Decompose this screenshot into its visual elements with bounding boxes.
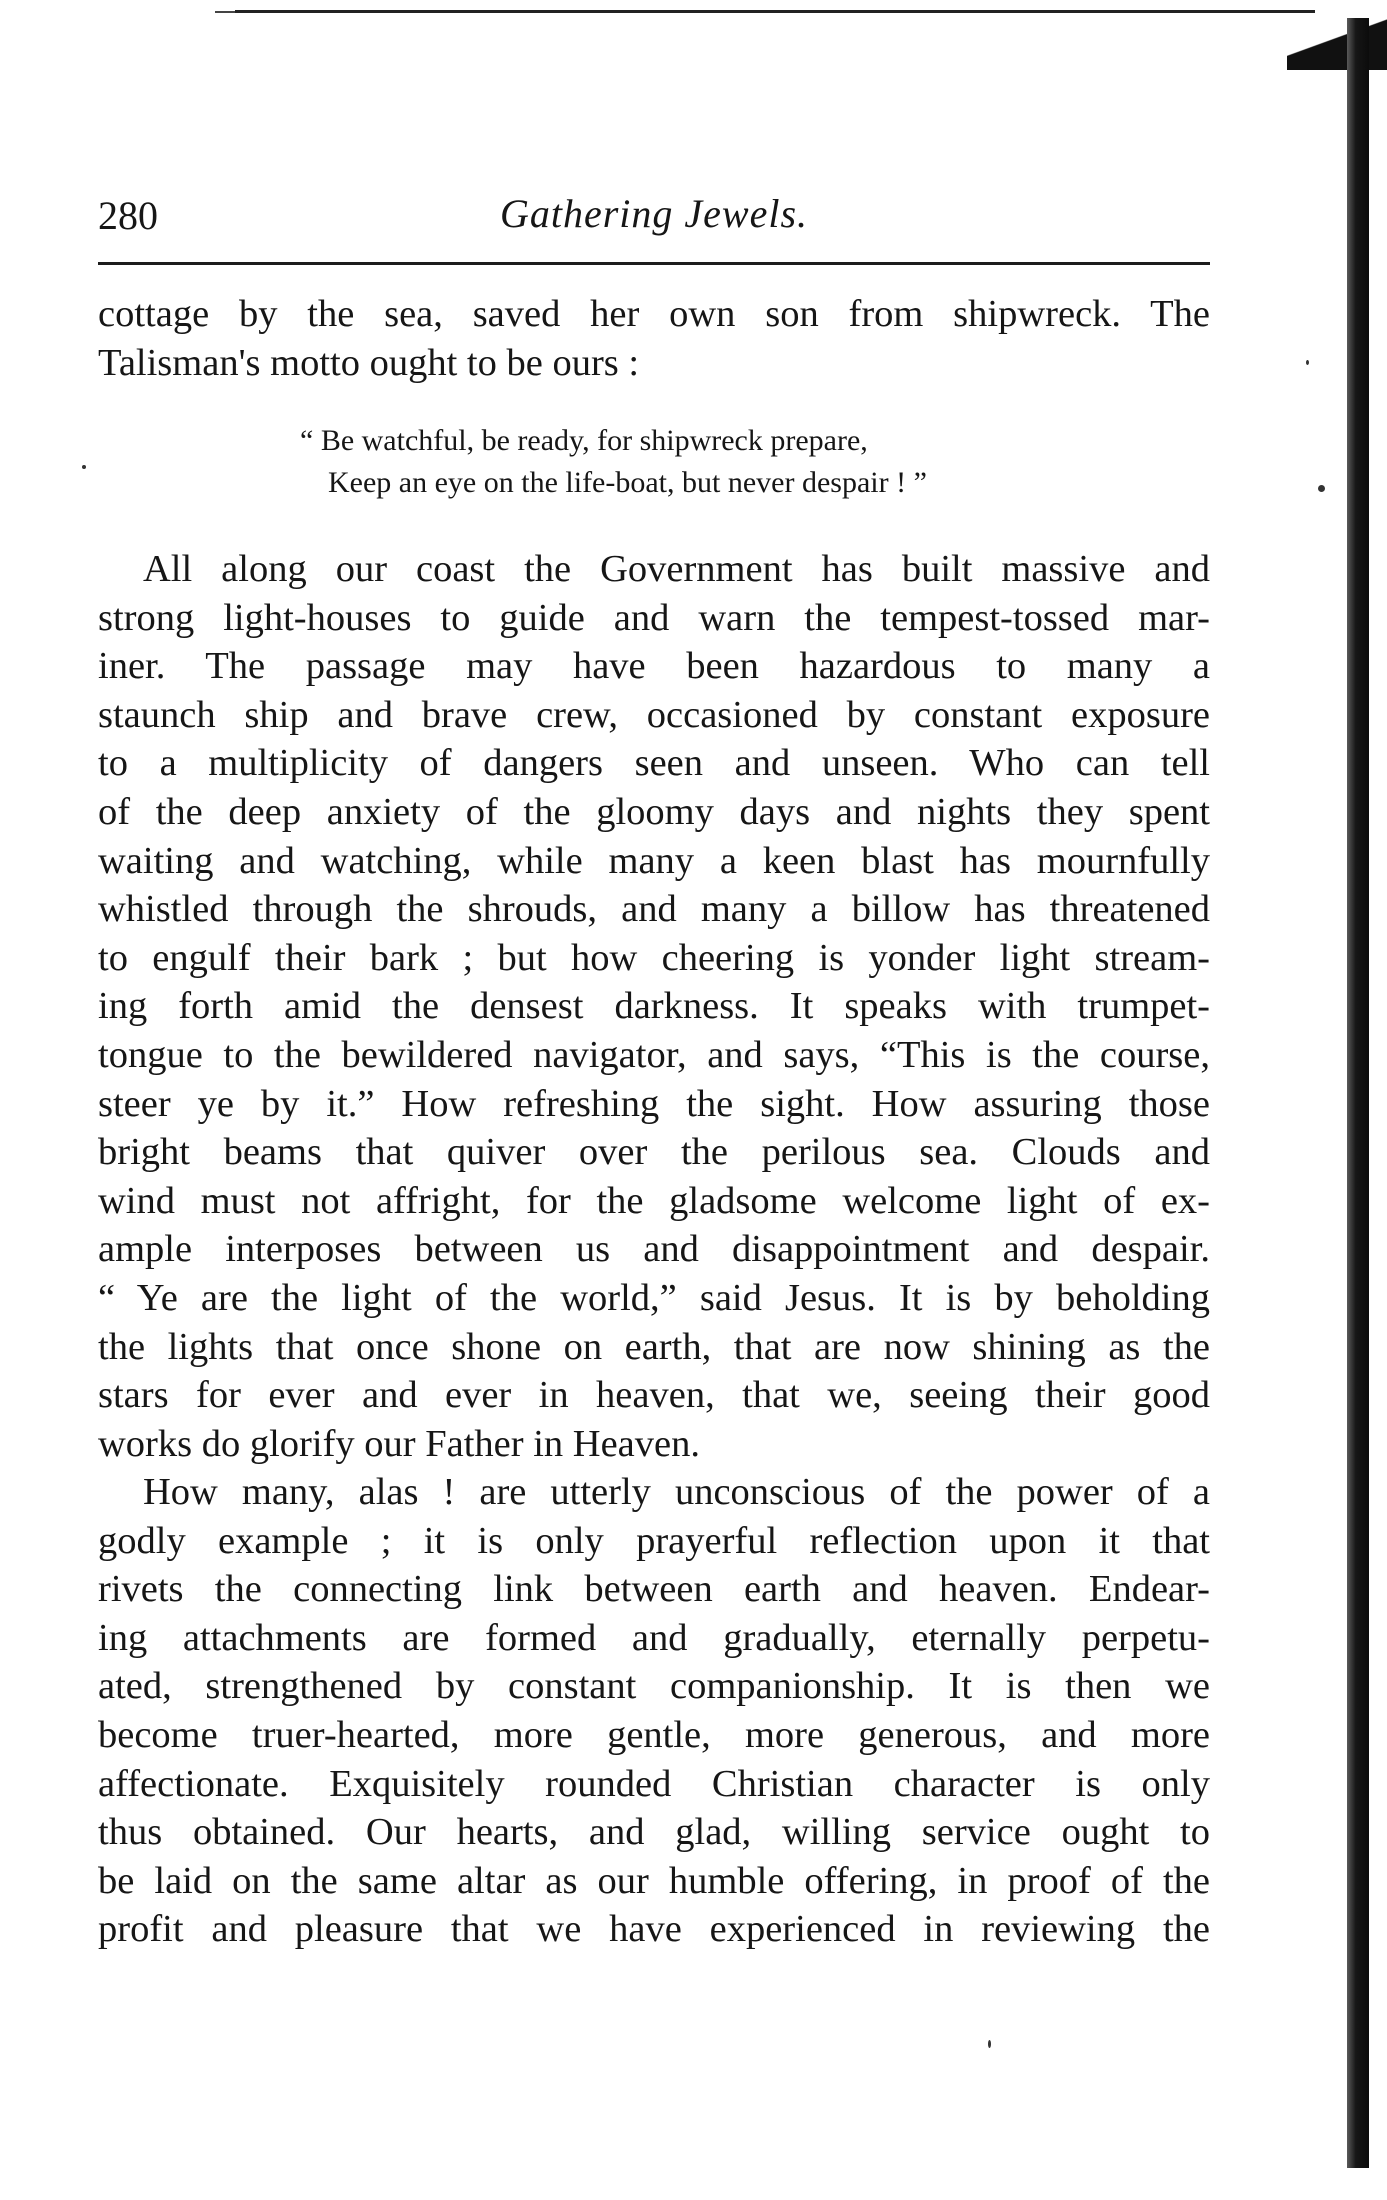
text-line: profit and pleasure that we have experienced in reviewing the: [98, 1908, 1210, 1951]
text-line: whistled through the shrouds, and many a billow has threatened: [98, 888, 1210, 931]
text-line: strong light-houses to guide and warn the tempest-tossed mar-: [98, 596, 1210, 639]
text-line: ated, strengthened by constant companionship. It is then we: [98, 1665, 1210, 1708]
paragraph-2: [98, 545, 1210, 1468]
page-number: 280: [98, 193, 158, 238]
text-line: affectionate. Exquisitely rounded Christian character is only: [98, 1762, 1210, 1805]
page-header: [98, 180, 1210, 240]
text-line: steer ye by it.” How refreshing the sight. How assuring those: [98, 1082, 1210, 1125]
text-line: staunch ship and brave crew, occasioned by constant exposure: [98, 693, 1210, 736]
text-line: to a multiplicity of dangers seen and unseen. Who can tell: [98, 742, 1210, 785]
text-line: rivets the connecting link between earth and heaven. Endear-: [98, 1568, 1210, 1611]
text-line: wind must not affright, for the gladsome welcome light of ex-: [98, 1179, 1210, 1222]
page-edge-shadow: [1347, 18, 1369, 2168]
text-line: cottage by the sea, saved her own son from shipwreck. The: [98, 293, 1210, 335]
text-line: How many, alas ! are utterly unconscious of the power of a: [143, 1471, 1210, 1513]
scan-speck: [988, 2040, 991, 2048]
text-line: “ Ye are the light of the world,” said Jesus. It is by beholding: [98, 1276, 1210, 1319]
running-title: Gathering Jewels.: [499, 191, 809, 236]
text-line: become truer-hearted, more gentle, more generous, and more: [98, 1713, 1210, 1756]
text-line: ing attachments are formed and gradually, eternally perpetu-: [98, 1616, 1210, 1659]
paragraph-1: [98, 290, 1210, 387]
verse-line: “ Be watchful, be ready, for shipwreck prepare,: [300, 424, 868, 457]
text-line: Talisman's motto ought to be ours :: [98, 341, 640, 384]
text-line: to engulf their bark ; but how cheering is yonder light stream-: [98, 936, 1210, 979]
text-line: the lights that once shone on earth, that are now shining as the: [98, 1325, 1210, 1368]
text-line: All along our coast the Government has built massive and: [143, 548, 1210, 590]
scan-speck: [1306, 360, 1309, 365]
text-line: ample interposes between us and disappointment and despair.: [98, 1228, 1210, 1271]
scan-speck: [82, 465, 86, 469]
text-line: iner. The passage may have been hazardous to many a: [98, 645, 1210, 688]
text-line: ing forth amid the densest darkness. It speaks with trumpet-: [98, 985, 1210, 1028]
text-line: of the deep anxiety of the gloomy days and nights they spent: [98, 790, 1210, 833]
text-line: godly example ; it is only prayerful reflection upon it that: [98, 1519, 1210, 1562]
paragraph-3: [98, 1468, 1210, 1954]
scan-speck: [1318, 485, 1325, 492]
verse-quote: [300, 420, 927, 504]
text-line: be laid on the same altar as our humble offering, in proof of the: [98, 1859, 1210, 1902]
text-line: works do glorify our Father in Heaven.: [98, 1422, 700, 1465]
text-line: thus obtained. Our hearts, and glad, willing service ought to: [98, 1811, 1210, 1854]
text-line: bright beams that quiver over the perilous sea. Clouds and: [98, 1131, 1210, 1174]
text-line: waiting and watching, while many a keen blast has mournfully: [98, 839, 1210, 882]
text-line: stars for ever and ever in heaven, that we, seeing their good: [98, 1374, 1210, 1417]
text-line: tongue to the bewildered navigator, and says, “This is the course,: [98, 1033, 1210, 1076]
page-corner-shadow: [1287, 0, 1387, 70]
header-rule: [98, 262, 1210, 265]
verse-line: Keep an eye on the life-boat, but never despair ! ”: [328, 466, 927, 499]
top-rule: [235, 10, 1315, 13]
